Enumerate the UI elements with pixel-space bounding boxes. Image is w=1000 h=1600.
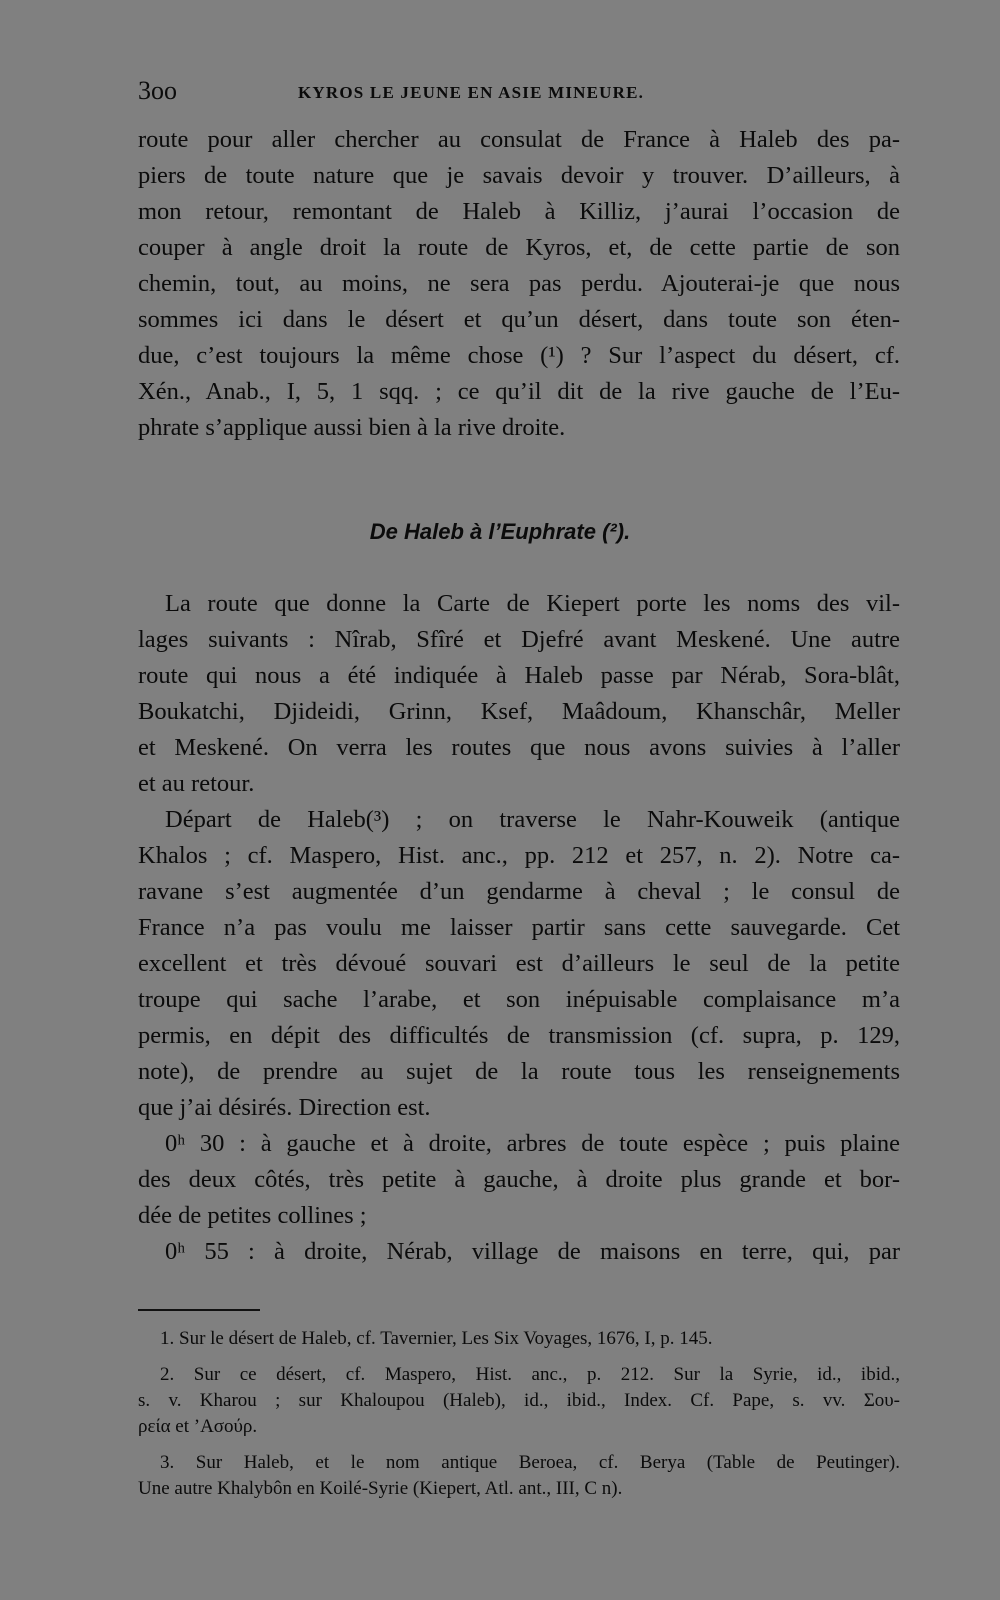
footnote-2-cont: s. v. Kharou ; sur Khaloupou (Haleb), id., ibid., Index. Cf. Pape, s. vv. Σου- xyxy=(138,1390,900,1411)
body-line: troupe qui sache l’arabe, et son inépuisable complaisance m’a xyxy=(138,986,900,1013)
body-line: 0ʰ 55 : à droite, Nérab, village de maisons en terre, qui, par xyxy=(165,1238,900,1265)
intro-line: Xén., Anab., I, 5, 1 sqq. ; ce qu’il dit de la rive gauche de l’Eu- xyxy=(138,378,900,405)
body-line: lages suivants : Nîrab, Sfîré et Djefré avant Meskené. Une autre xyxy=(138,626,900,653)
intro-line: route pour aller chercher au consulat de France à Haleb des pa- xyxy=(138,126,900,153)
body-line: route qui nous a été indiquée à Haleb passe par Nérab, Sora-blât, xyxy=(138,662,900,689)
footnote-2-cont: ρεία et ’Ασούρ. xyxy=(138,1416,258,1437)
body-line: Boukatchi, Djideidi, Grinn, Ksef, Maâdoum, Khanschâr, Meller xyxy=(138,698,900,725)
body-line: ravane s’est augmentée d’un gendarme à cheval ; le consul de xyxy=(138,878,900,905)
intro-line: piers de toute nature que je savais devoir y trouver. D’ailleurs, à xyxy=(138,162,900,189)
body-line: permis, en dépit des difficultés de transmission (cf. supra, p. 129, xyxy=(138,1022,900,1049)
body-line: Départ de Haleb(³) ; on traverse le Nahr-Kouweik (antique xyxy=(165,806,900,833)
body-line: 0ʰ 30 : à gauche et à droite, arbres de toute espèce ; puis plaine xyxy=(165,1130,900,1157)
intro-line: sommes ici dans le désert et qu’un désert, dans toute son éten- xyxy=(138,306,900,333)
body-line: des deux côtés, très petite à gauche, à droite plus grande et bor- xyxy=(138,1166,900,1193)
section-heading xyxy=(0,514,1000,550)
intro-line: couper à angle droit la route de Kyros, et, de cette partie de son xyxy=(138,234,900,261)
body-line: note), de prendre au sujet de la route tous les renseignements xyxy=(138,1058,900,1085)
body-line: excellent et très dévoué souvari est d’ailleurs le seul de la petite xyxy=(138,950,900,977)
footnote-3: 3. Sur Haleb, et le nom antique Beroea, cf. Berya (Table de Peutinger). xyxy=(160,1452,900,1473)
body-line: Khalos ; cf. Maspero, Hist. anc., pp. 212 et 257, n. 2). Notre ca- xyxy=(138,842,900,869)
body-line: France n’a pas voulu me laisser partir sans cette sauvegarde. Cet xyxy=(138,914,900,941)
footnote-3-cont: Une autre Khalybôn en Koilé-Syrie (Kiepert, Atl. ant., III, C n). xyxy=(138,1478,623,1499)
intro-line: phrate s’applique aussi bien à la rive droite. xyxy=(138,414,566,441)
footnote-separator xyxy=(138,1309,260,1311)
intro-line: chemin, tout, au moins, ne sera pas perdu. Ajouterai-je que nous xyxy=(138,270,900,297)
section-heading-note-ref: (²). xyxy=(602,519,631,544)
body-line: dée de petites collines ; xyxy=(138,1202,367,1229)
intro-line: mon retour, remontant de Haleb à Killiz, j’aurai l’occasion de xyxy=(138,198,900,225)
intro-line: due, c’est toujours la même chose (¹) ? Sur l’aspect du désert, cf. xyxy=(138,342,900,369)
body-line: et au retour. xyxy=(138,770,255,797)
footnote-2: 2. Sur ce désert, cf. Maspero, Hist. anc., p. 212. Sur la Syrie, id., ibid., xyxy=(160,1364,900,1385)
page-number: 3oo xyxy=(138,76,177,105)
running-title: KYROS LE JEUNE EN ASIE MINEURE. xyxy=(298,83,645,102)
body-line: que j’ai désirés. Direction est. xyxy=(138,1094,431,1121)
body-line: La route que donne la Carte de Kiepert porte les noms des vil- xyxy=(165,590,900,617)
section-heading-text: De Haleb à l’Euphrate xyxy=(369,519,596,544)
page-header xyxy=(138,74,900,108)
body-line: et Meskené. On verra les routes que nous avons suivies à l’aller xyxy=(138,734,900,761)
footnote-1: 1. Sur le désert de Haleb, cf. Tavernier, Les Six Voyages, 1676, I, p. 145. xyxy=(160,1328,713,1349)
